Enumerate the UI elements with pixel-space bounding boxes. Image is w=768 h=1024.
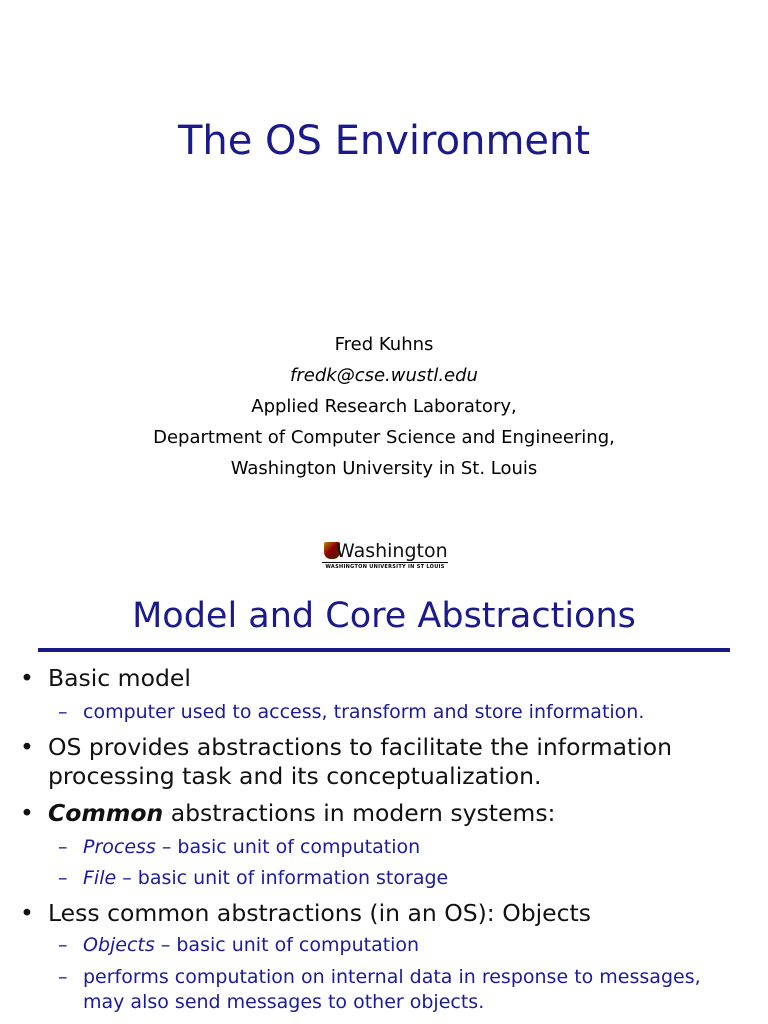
bullet-os-provides: • OS provides abstractions to facilitate the information [20, 733, 673, 761]
dash-icon: – [58, 701, 68, 723]
washington-university-logo [322, 540, 462, 572]
author-email: fredk@cse.wustl.edu [290, 365, 478, 386]
bullet-os-provides-cont: processing task and its conceptualization. [48, 762, 542, 790]
affiliation-department: Department of Computer Science and Engineering, [153, 427, 615, 448]
slide-title-2: Model and Core Abstractions [132, 596, 636, 636]
dash-icon: – [58, 836, 68, 858]
affiliation-lab: Applied Research Laboratory, [251, 396, 517, 417]
sub-bullet-computer: – computer used to access, transform and store information. [58, 701, 645, 723]
dash-icon: – [58, 934, 68, 956]
title-rule [38, 648, 730, 652]
sub-bullet-process: – Process – basic unit of computation [58, 836, 421, 858]
sub-bullet-objects: – Objects – basic unit of computation [58, 934, 420, 956]
logo-subtext: WASHINGTON UNIVERSITY IN ST LOUIS [322, 562, 448, 570]
bullet-icon: • [20, 664, 34, 692]
sub-bullet-file: – File – basic unit of information storage [58, 867, 449, 889]
slide-title: The OS Environment [177, 118, 591, 164]
dash-icon: – [58, 966, 68, 988]
bullet-icon: • [20, 899, 34, 927]
author-name: Fred Kuhns [334, 334, 434, 355]
bullet-icon: • [20, 733, 34, 761]
sub-bullet-performs: – performs computation on internal data in response to messages, [58, 966, 701, 988]
bullet-basic-model: • Basic model [20, 664, 191, 692]
bullet-icon: • [20, 799, 34, 827]
sub-bullet-performs-cont: may also send messages to other objects. [83, 991, 485, 1013]
bullet-less-common: • Less common abstractions (in an OS): Objects [20, 899, 591, 927]
dash-icon: – [58, 867, 68, 889]
logo-wordmark: Washington [336, 540, 448, 562]
affiliation-university: Washington University in St. Louis [230, 458, 538, 479]
bullet-common-abstractions: • Common abstractions in modern systems: [20, 799, 556, 827]
